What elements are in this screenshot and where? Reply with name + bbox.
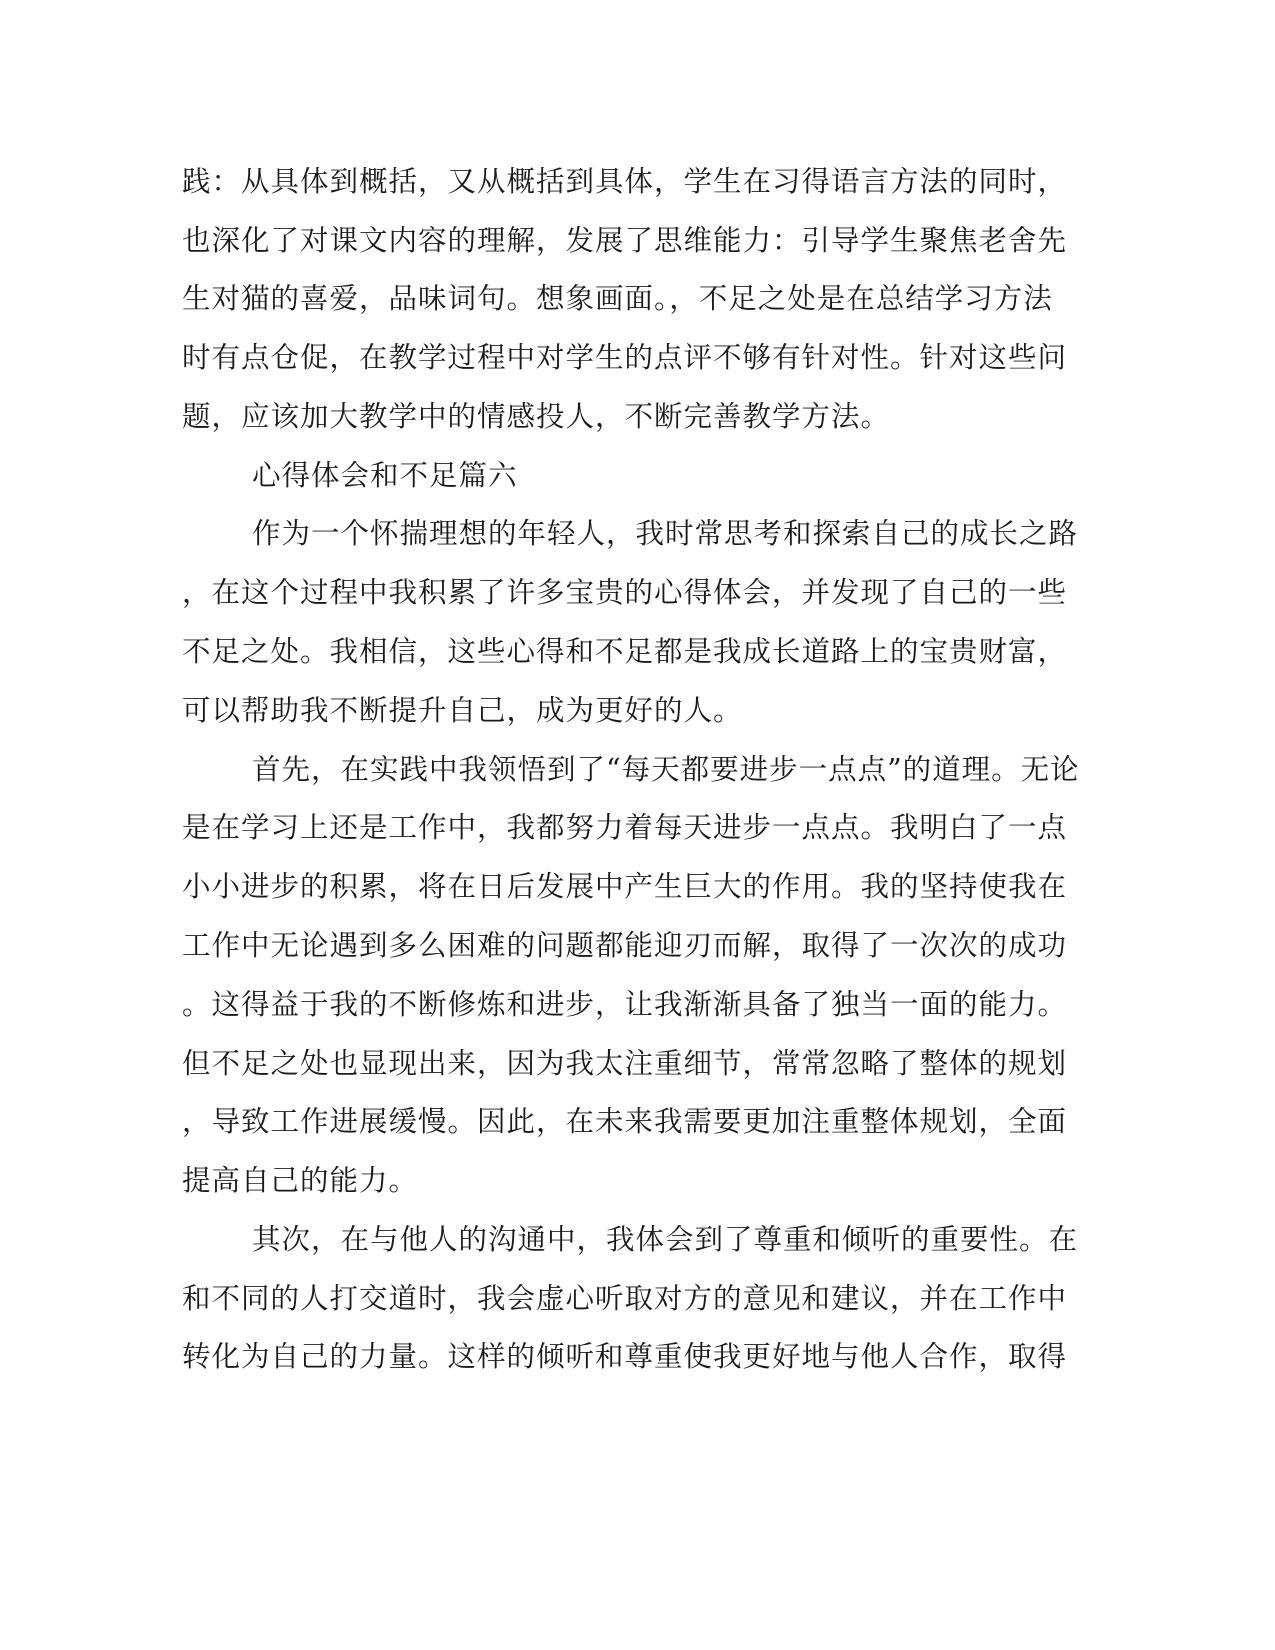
text-line: 也深化了对课文内容的理解，发展了思维能力：引导学生聚焦老舍先 [182,224,1068,257]
text-line: 工作中无论遇到多么困难的问题都能迎刃而解，取得了一次次的成功 [182,929,1068,962]
text-line: ，导致工作进展缓慢。因此，在未来我需要更加注重整体规划，全面 [182,1105,1068,1138]
text-line: 小小进步的积累，将在日后发展中产生巨大的作用。我的坚持使我在 [182,870,1068,903]
text-line: 但不足之处也显现出来，因为我太注重细节，常常忽略了整体的规划 [182,1047,1068,1080]
text-line: 提高自己的能力。 [182,1164,419,1197]
paragraph-start: 作为一个怀揣理想的年轻人，我时常思考和探索自己的成长之路 [252,517,1079,550]
text-line: 转化为自己的力量。这样的倾听和尊重使我更好地与他人合作，取得 [182,1340,1068,1373]
text-line: 践：从具体到概括，又从概括到具体，学生在习得语言方法的同时， [182,165,1068,198]
text-line: 和不同的人打交道时，我会虚心听取对方的意见和建议，并在工作中 [182,1282,1068,1315]
section-heading: 心得体会和不足篇六 [252,459,518,492]
text-line: 可以帮助我不断提升自己，成为更好的人。 [182,694,743,727]
text-line: ，在这个过程中我积累了许多宝贵的心得体会，并发现了自己的一些 [182,576,1068,609]
text-line: 不足之处。我相信，这些心得和不足都是我成长道路上的宝贵财富， [182,635,1068,668]
text-line: 时有点仓促，在教学过程中对学生的点评不够有针对性。针对这些问 [182,341,1068,374]
paragraph-start: 其次，在与他人的沟通中，我体会到了尊重和倾听的重要性。在 [252,1223,1079,1256]
text-line: 。这得益于我的不断修炼和进步，让我渐渐具备了独当一面的能力。 [182,988,1068,1021]
paragraph-start: 首先，在实践中我领悟到了“每天都要进步一点点”的道理。无论 [252,753,1080,786]
text-line: 生对猫的喜爱，品味词句。想象画面。，不足之处是在总结学习方法 [182,282,1053,315]
text-line: 题，应该加大教学中的情感投人，不断完善教学方法。 [182,400,891,433]
text-line: 是在学习上还是工作中，我都努力着每天进步一点点。我明白了一点 [182,811,1068,844]
